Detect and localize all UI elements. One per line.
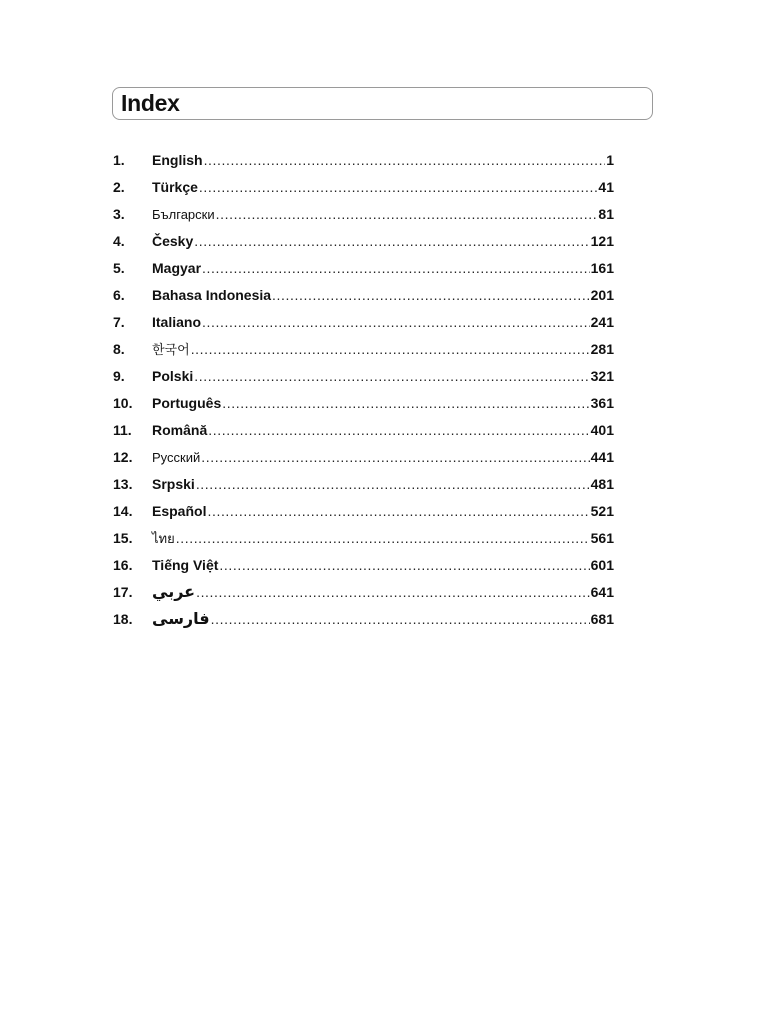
- toc-entry-russian[interactable]: [113, 444, 614, 471]
- entry-language: Bahasa Indonesia: [152, 287, 272, 303]
- entry-page-number: 401: [590, 422, 614, 438]
- entry-number: 3.: [113, 206, 125, 222]
- entry-number: 4.: [113, 233, 125, 249]
- entry-number: 13.: [113, 476, 133, 492]
- toc-entry-hungarian[interactable]: [113, 255, 614, 282]
- entry-page-number: 81: [598, 206, 614, 222]
- dot-leader: [176, 525, 590, 552]
- entry-page-number: 641: [590, 584, 614, 600]
- toc-entry-english[interactable]: [113, 147, 614, 174]
- index-title-box: [112, 87, 653, 120]
- entry-page-number: 521: [590, 503, 614, 519]
- dot-leader: [196, 579, 590, 606]
- entry-number: 7.: [113, 314, 125, 330]
- table-of-contents: [113, 147, 614, 633]
- entry-language: Srpski: [152, 476, 195, 492]
- entry-language: 한국어: [152, 342, 190, 357]
- dot-leader: [191, 336, 590, 363]
- entry-number: 10.: [113, 395, 133, 411]
- entry-number: 6.: [113, 287, 125, 303]
- dot-leader: [199, 174, 598, 201]
- toc-entry-arabic[interactable]: [113, 579, 614, 606]
- entry-number: 14.: [113, 503, 133, 519]
- dot-leader: [204, 147, 606, 174]
- toc-entry-indonesian[interactable]: [113, 282, 614, 309]
- toc-entry-italian[interactable]: [113, 309, 614, 336]
- entry-language: Română: [152, 422, 208, 438]
- entry-language: Magyar: [152, 260, 202, 276]
- entry-language: Português: [152, 395, 222, 411]
- dot-leader: [194, 363, 589, 390]
- dot-leader: [272, 282, 590, 309]
- entry-language: Русский: [152, 450, 201, 465]
- entry-language: Tiếng Việt: [152, 557, 219, 573]
- entry-number: 17.: [113, 584, 133, 600]
- entry-page-number: 481: [590, 476, 614, 492]
- entry-page-number: 1: [606, 152, 614, 168]
- entry-language: Български: [152, 207, 215, 222]
- entry-language: فارسی: [152, 611, 210, 628]
- entry-language: ไทย: [152, 531, 175, 546]
- toc-entry-korean[interactable]: [113, 336, 614, 363]
- dot-leader: [202, 255, 590, 282]
- toc-entry-vietnamese[interactable]: [113, 552, 614, 579]
- dot-leader: [202, 309, 590, 336]
- toc-entry-bulgarian[interactable]: [113, 201, 614, 228]
- entry-number: 16.: [113, 557, 133, 573]
- entry-language: Español: [152, 503, 207, 519]
- entry-number: 12.: [113, 449, 133, 465]
- dot-leader: [201, 444, 589, 471]
- entry-page-number: 601: [590, 557, 614, 573]
- entry-page-number: 281: [590, 341, 614, 357]
- dot-leader: [216, 201, 598, 228]
- entry-language: Polski: [152, 368, 194, 384]
- entry-number: 5.: [113, 260, 125, 276]
- dot-leader: [219, 552, 589, 579]
- toc-entry-turkce[interactable]: [113, 174, 614, 201]
- entry-number: 9.: [113, 368, 125, 384]
- entry-number: 15.: [113, 530, 133, 546]
- entry-page-number: 361: [590, 395, 614, 411]
- entry-number: 8.: [113, 341, 125, 357]
- dot-leader: [211, 606, 590, 633]
- entry-page-number: 161: [590, 260, 614, 276]
- entry-language: Italiano: [152, 314, 202, 330]
- entry-language: English: [152, 152, 203, 168]
- entry-number: 11.: [113, 422, 132, 438]
- dot-leader: [196, 471, 590, 498]
- dot-leader: [194, 228, 589, 255]
- dot-leader: [207, 498, 589, 525]
- toc-entry-romanian[interactable]: [113, 417, 614, 444]
- entry-page-number: 441: [590, 449, 614, 465]
- dot-leader: [208, 417, 589, 444]
- toc-entry-spanish[interactable]: [113, 498, 614, 525]
- entry-page-number: 201: [590, 287, 614, 303]
- entry-page-number: 241: [590, 314, 614, 330]
- entry-number: 18.: [113, 611, 133, 627]
- toc-entry-polish[interactable]: [113, 363, 614, 390]
- toc-entry-thai[interactable]: [113, 525, 614, 552]
- page-title: Index: [121, 90, 180, 116]
- entry-number: 1.: [113, 152, 125, 168]
- entry-page-number: 41: [598, 179, 614, 195]
- entry-language: Česky: [152, 233, 194, 249]
- entry-language: عربي: [152, 584, 196, 601]
- entry-page-number: 321: [590, 368, 614, 384]
- entry-language: Türkçe: [152, 179, 198, 195]
- toc-entry-czech[interactable]: [113, 228, 614, 255]
- dot-leader: [222, 390, 589, 417]
- entry-page-number: 561: [590, 530, 614, 546]
- toc-entry-serbian[interactable]: [113, 471, 614, 498]
- toc-entry-farsi[interactable]: [113, 606, 614, 633]
- toc-entry-portuguese[interactable]: [113, 390, 614, 417]
- entry-page-number: 681: [590, 611, 614, 627]
- entry-page-number: 121: [590, 233, 614, 249]
- entry-number: 2.: [113, 179, 125, 195]
